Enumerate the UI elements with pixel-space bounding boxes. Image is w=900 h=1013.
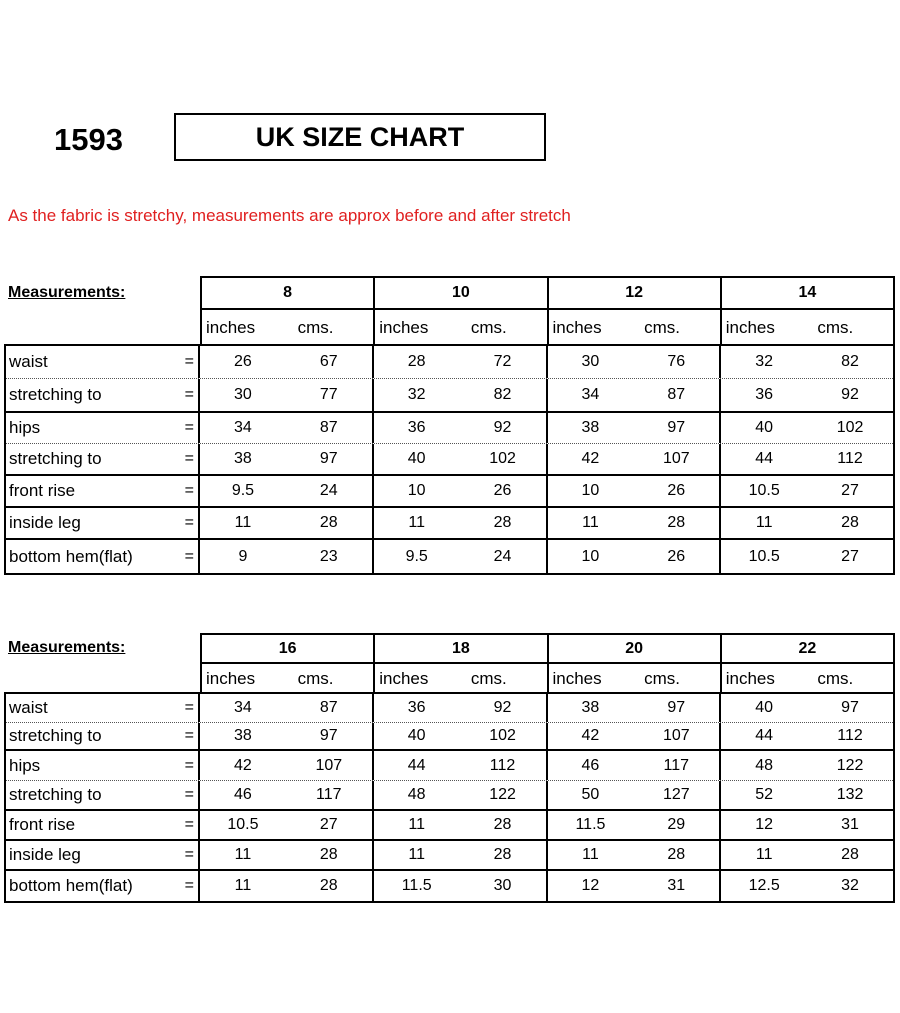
value-inches: 10	[407, 482, 426, 499]
value-inches: 40	[755, 699, 774, 716]
unit-inches: inches	[379, 669, 429, 688]
chart-title: UK SIZE CHART	[174, 113, 546, 161]
value-inches: 36	[407, 419, 426, 436]
value-cms: 31	[667, 877, 686, 894]
value-cms: 97	[841, 699, 859, 716]
value-cms: 112	[489, 756, 516, 774]
value-inches: 10.5	[227, 816, 259, 833]
value-inches: 38	[581, 699, 600, 716]
value-inches: 11	[582, 846, 599, 863]
value-cms: 27	[841, 547, 859, 565]
value-inches: 34	[234, 699, 252, 716]
value-cms: 28	[493, 816, 512, 833]
value-inches: 10	[581, 482, 600, 499]
value-cms: 92	[841, 386, 859, 403]
table-row	[6, 871, 893, 901]
measurements-label: Measurements:	[8, 284, 126, 301]
value-cms: 28	[319, 514, 338, 531]
size-heading: 14	[722, 278, 893, 310]
equals-sign: =	[184, 786, 194, 803]
value-inches: 26	[234, 353, 252, 370]
value-inches: 50	[581, 786, 600, 803]
value-inches: 44	[407, 756, 426, 774]
row-label: bottom hem(flat)	[9, 876, 133, 895]
equals-sign: =	[184, 877, 194, 894]
value-cms: 72	[493, 353, 512, 370]
value-cms: 82	[841, 353, 859, 370]
equals-sign: =	[184, 514, 194, 531]
value-inches: 40	[407, 450, 426, 467]
value-inches: 34	[234, 419, 252, 436]
value-inches: 44	[755, 450, 774, 467]
value-cms: 28	[319, 846, 338, 863]
value-cms: 24	[493, 547, 512, 565]
table-row	[6, 508, 893, 540]
value-cms: 107	[315, 756, 343, 774]
value-inches: 32	[755, 353, 774, 370]
row-label: waist	[9, 352, 48, 371]
measurement-table	[4, 692, 895, 903]
value-inches: 9.5	[405, 547, 428, 565]
equals-sign: =	[184, 386, 194, 403]
value-inches: 9.5	[231, 482, 255, 499]
value-cms: 26	[493, 482, 512, 499]
value-cms: 97	[667, 699, 686, 716]
row-label: stretching to	[9, 449, 102, 468]
value-cms: 97	[319, 450, 338, 467]
value-cms: 87	[319, 419, 338, 436]
unit-inches: inches	[725, 318, 775, 337]
size-header	[200, 276, 895, 346]
unit-cms: cms.	[297, 669, 334, 688]
value-inches: 12	[755, 816, 774, 833]
value-inches: 42	[581, 727, 600, 744]
value-cms: 29	[667, 816, 686, 833]
value-cms: 92	[493, 699, 512, 716]
unit-cms: cms.	[470, 669, 507, 688]
table-row	[6, 781, 893, 811]
value-cms: 28	[493, 514, 512, 531]
row-label: hips	[9, 755, 41, 775]
value-cms: 122	[836, 756, 864, 774]
value-inches: 46	[581, 756, 600, 774]
equals-sign: =	[184, 482, 194, 499]
table-row	[6, 444, 893, 476]
value-inches: 11	[582, 514, 599, 531]
value-cms: 28	[319, 877, 338, 894]
row-label: front rise	[9, 815, 76, 834]
unit-inches: inches	[552, 669, 602, 688]
value-inches: 11.5	[401, 877, 432, 894]
value-cms: 87	[319, 699, 338, 716]
row-label: front rise	[9, 481, 76, 500]
unit-inches: inches	[379, 318, 429, 337]
value-inches: 38	[234, 727, 252, 744]
value-inches: 36	[755, 386, 774, 403]
value-cms: 117	[316, 786, 342, 803]
value-cms: 26	[667, 482, 686, 499]
size-heading: 8	[202, 278, 375, 310]
value-inches: 42	[234, 756, 252, 774]
value-inches: 36	[407, 699, 426, 716]
size-heading: 22	[722, 635, 893, 664]
table-row	[6, 811, 893, 841]
size-heading: 20	[549, 635, 722, 664]
value-inches: 44	[755, 727, 774, 744]
value-inches: 11	[408, 514, 425, 531]
row-label: hips	[9, 418, 41, 437]
row-label: stretching to	[9, 785, 102, 804]
value-cms: 67	[319, 353, 338, 370]
unit-cms: cms.	[644, 669, 681, 688]
size-header	[200, 633, 895, 694]
value-cms: 102	[489, 450, 516, 467]
value-cms: 102	[489, 727, 516, 744]
equals-sign: =	[184, 816, 194, 833]
value-inches: 11	[755, 514, 773, 531]
value-cms: 32	[841, 877, 859, 894]
value-cms: 112	[837, 450, 863, 467]
value-cms: 97	[319, 727, 338, 744]
table-row	[6, 540, 893, 573]
row-label: stretching to	[9, 385, 102, 404]
value-inches: 11	[408, 816, 425, 833]
value-cms: 102	[836, 419, 864, 436]
unit-cms: cms.	[470, 318, 507, 337]
value-inches: 12.5	[748, 877, 780, 894]
value-cms: 122	[489, 786, 516, 803]
value-cms: 77	[319, 386, 338, 403]
value-cms: 23	[319, 547, 338, 565]
value-cms: 82	[493, 386, 512, 403]
table-row	[6, 723, 893, 751]
value-inches: 38	[234, 450, 252, 467]
equals-sign: =	[184, 353, 194, 370]
table-row	[6, 841, 893, 871]
stretch-note: As the fabric is stretchy, measurements are approx before and after stretch	[8, 206, 571, 225]
value-cms: 30	[493, 877, 512, 894]
value-inches: 10	[581, 547, 600, 565]
value-cms: 92	[493, 419, 512, 436]
unit-cms: cms.	[817, 669, 854, 688]
value-inches: 11	[408, 846, 425, 863]
value-inches: 40	[755, 419, 774, 436]
unit-inches: inches	[725, 669, 775, 688]
value-cms: 24	[319, 482, 338, 499]
value-inches: 30	[581, 353, 600, 370]
value-inches: 48	[755, 756, 774, 774]
product-code: 1593	[54, 122, 123, 157]
value-inches: 28	[407, 353, 426, 370]
measurements-label: Measurements:	[8, 639, 126, 656]
value-cms: 107	[662, 450, 690, 467]
value-inches: 11	[234, 846, 252, 863]
unit-cms: cms.	[644, 318, 681, 337]
unit-inches: inches	[206, 669, 256, 688]
value-cms: 28	[667, 514, 686, 531]
value-cms: 27	[319, 816, 338, 833]
size-heading: 10	[375, 278, 548, 310]
value-inches: 46	[234, 786, 252, 803]
table-row	[6, 379, 893, 413]
value-inches: 11	[234, 514, 252, 531]
value-cms: 28	[667, 846, 686, 863]
value-inches: 10.5	[748, 547, 780, 565]
value-inches: 11.5	[575, 816, 606, 833]
value-inches: 32	[407, 386, 426, 403]
equals-sign: =	[184, 547, 194, 565]
size-heading: 18	[375, 635, 548, 664]
value-inches: 11	[234, 877, 252, 894]
value-cms: 27	[841, 482, 859, 499]
measurement-table	[4, 344, 895, 575]
row-label: stretching to	[9, 726, 102, 745]
equals-sign: =	[184, 846, 194, 863]
table-row	[6, 694, 893, 723]
value-cms: 117	[663, 756, 690, 774]
equals-sign: =	[184, 727, 194, 744]
unit-inches: inches	[206, 318, 256, 337]
unit-cms: cms.	[297, 318, 334, 337]
table-row	[6, 346, 893, 379]
value-cms: 31	[841, 816, 859, 833]
equals-sign: =	[184, 756, 194, 774]
value-inches: 42	[581, 450, 600, 467]
value-inches: 10.5	[748, 482, 780, 499]
equals-sign: =	[184, 419, 194, 436]
value-cms: 28	[841, 846, 859, 863]
value-inches: 30	[234, 386, 252, 403]
row-label: inside leg	[9, 513, 81, 532]
value-inches: 34	[581, 386, 600, 403]
value-inches: 52	[755, 786, 774, 803]
value-cms: 112	[837, 727, 863, 744]
value-inches: 11	[755, 846, 773, 863]
row-label: inside leg	[9, 845, 81, 864]
value-cms: 28	[841, 514, 859, 531]
equals-sign: =	[184, 699, 194, 716]
value-inches: 9	[238, 547, 248, 565]
value-cms: 76	[667, 353, 686, 370]
table-row	[6, 476, 893, 508]
value-cms: 97	[667, 419, 686, 436]
size-heading: 16	[202, 635, 375, 664]
value-cms: 87	[667, 386, 686, 403]
size-heading: 12	[549, 278, 722, 310]
value-cms: 26	[667, 547, 686, 565]
unit-inches: inches	[552, 318, 602, 337]
equals-sign: =	[184, 450, 194, 467]
row-label: bottom hem(flat)	[9, 546, 133, 566]
table-row	[6, 413, 893, 444]
value-cms: 127	[662, 786, 690, 803]
value-inches: 48	[407, 786, 426, 803]
row-label: waist	[9, 698, 48, 717]
value-inches: 40	[407, 727, 426, 744]
value-inches: 38	[581, 419, 600, 436]
value-cms: 28	[493, 846, 512, 863]
value-inches: 12	[581, 877, 600, 894]
value-cms: 107	[662, 727, 690, 744]
unit-cms: cms.	[817, 318, 854, 337]
value-cms: 132	[836, 786, 864, 803]
table-row	[6, 751, 893, 781]
